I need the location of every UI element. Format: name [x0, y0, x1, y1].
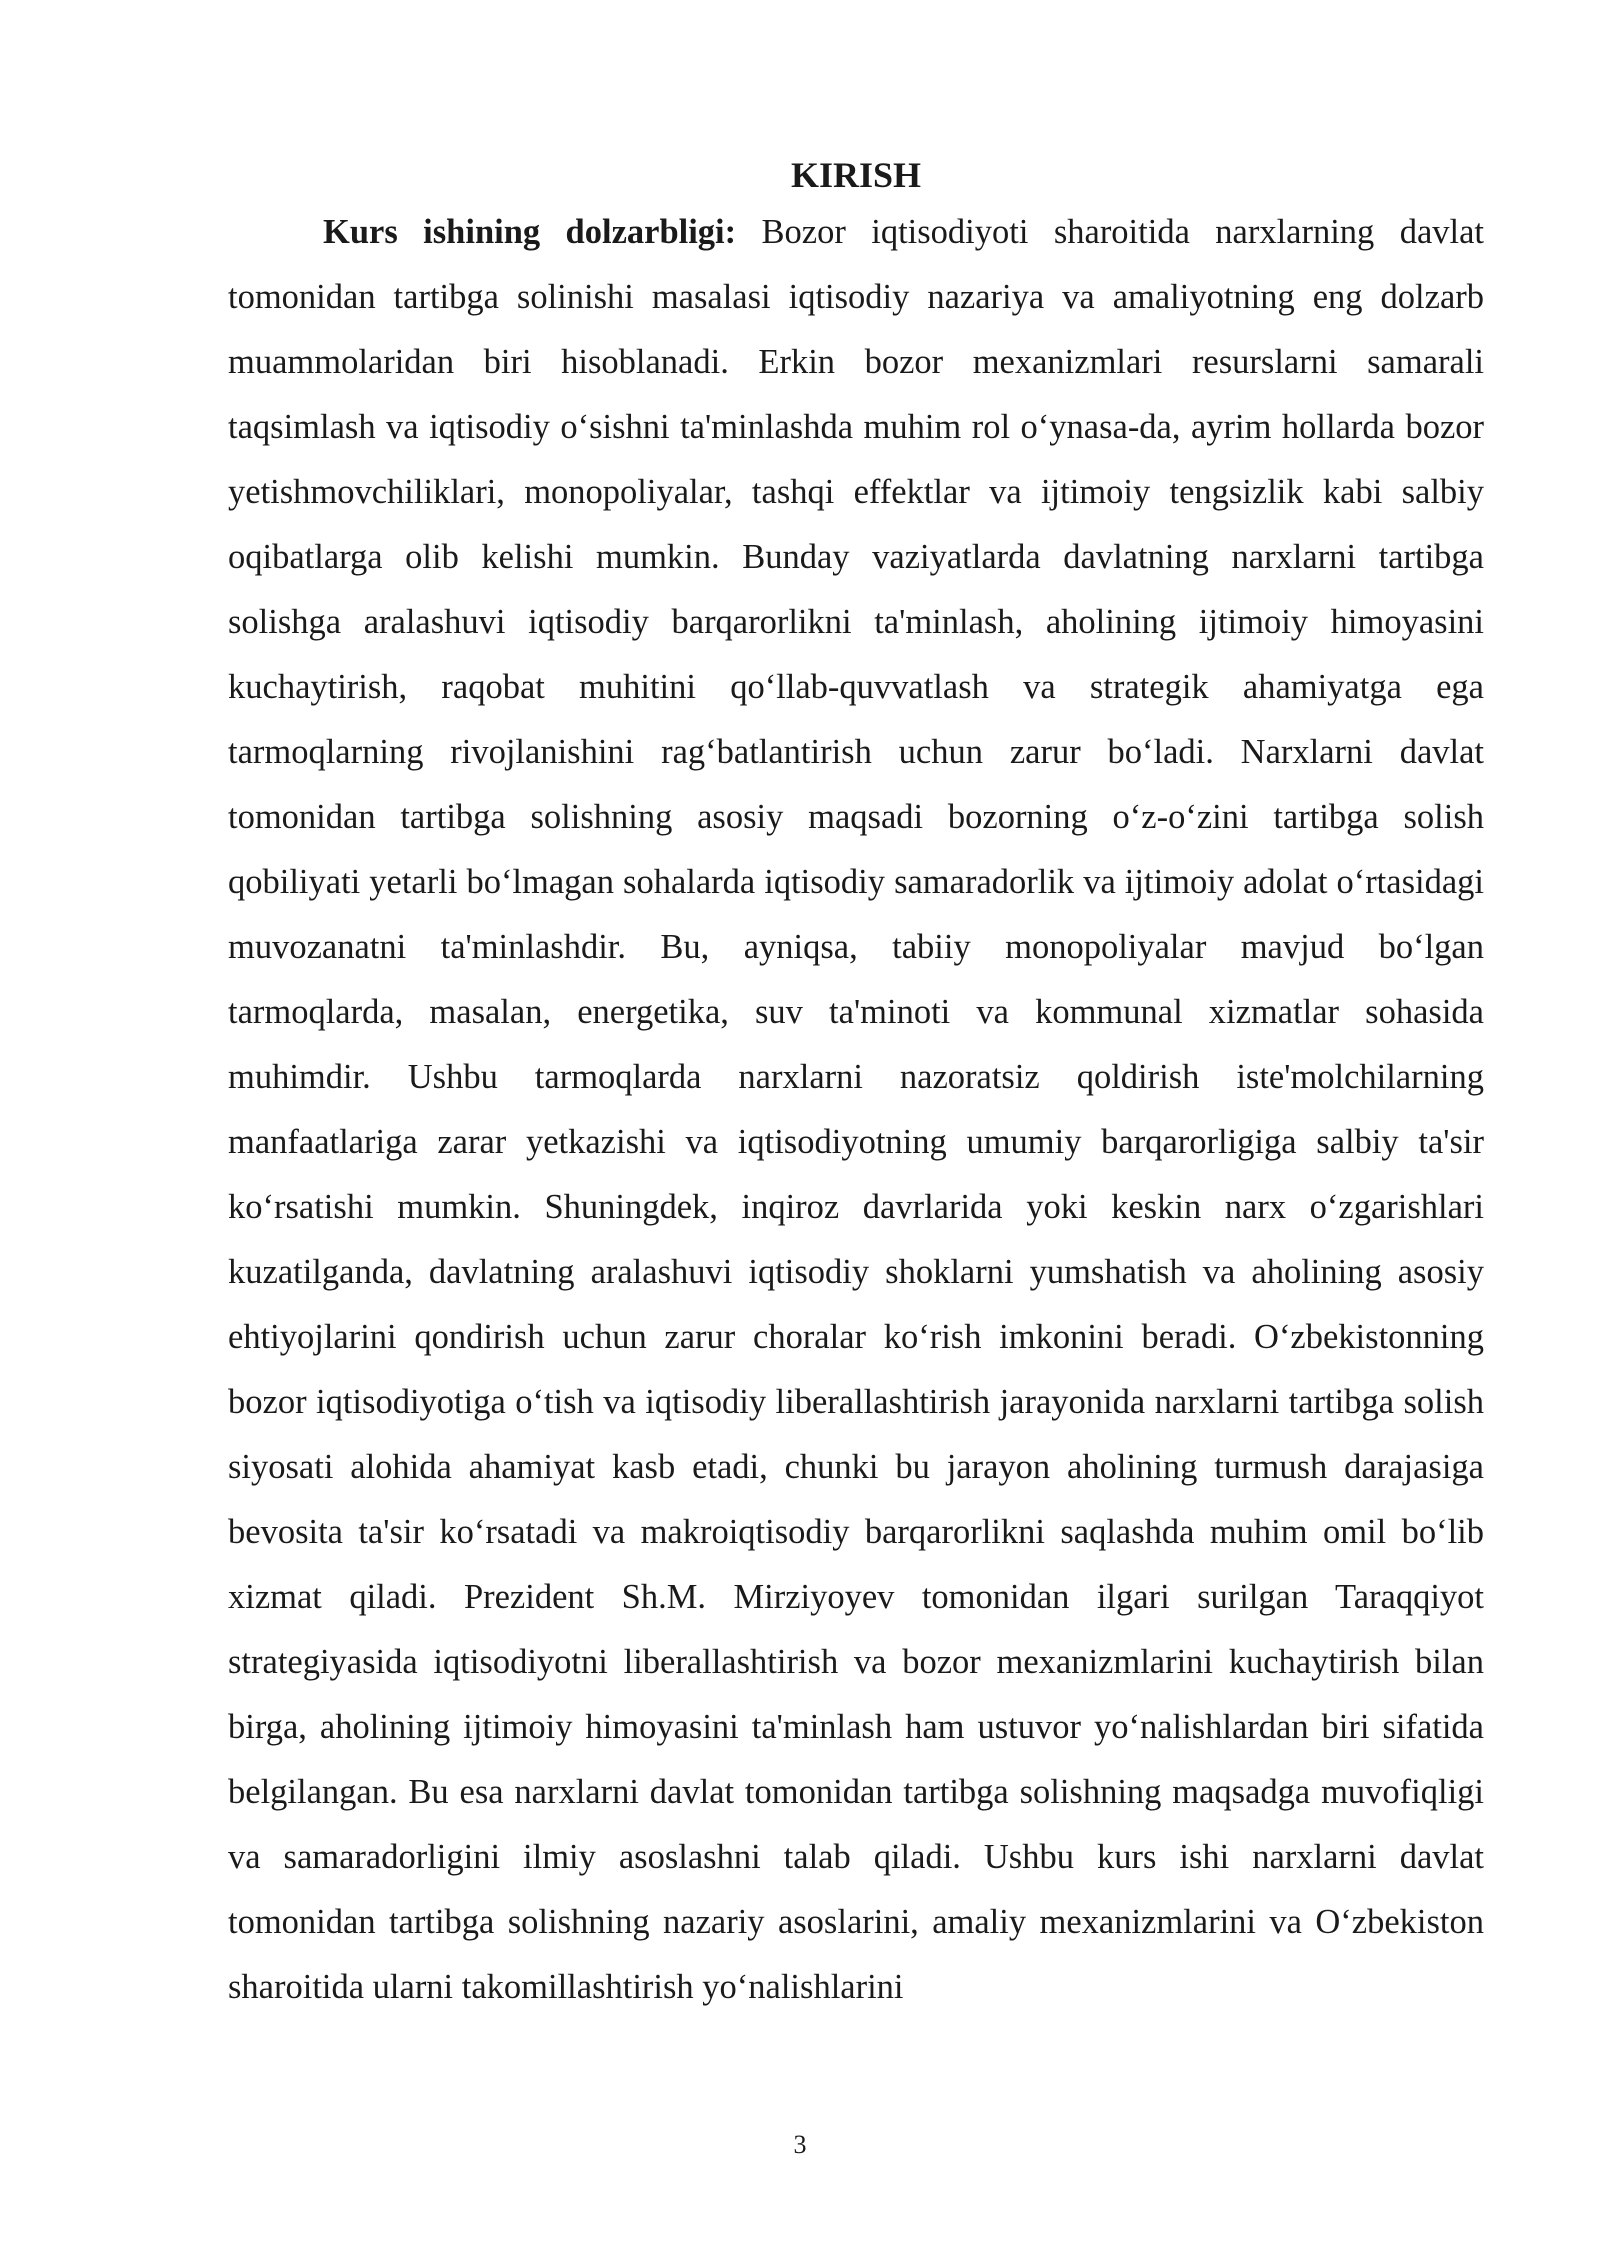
paragraph-text: Bozor iqtisodiyoti sharoitida narxlarning davlat tomonidan tartibga solinishi masalasi iqtisodiy nazariya va amaliyotning eng dolzarb muammolaridan biri hisoblanadi. Erkin bozor mexanizmlari resurslarni samarali taqsimlash va iqtisodiy o‘sishni ta'minlashda muhim rol o‘ynasa-da, ayrim hollarda bozor yetishmovchiliklari, monopoliyalar, tashqi effektlar va ijtimoiy tengsizlik kabi salbiy oqibatlarga olib kelishi mumkin. Bunday vaziyatlarda davlatning narxlarni tartibga solishga aralashuvi iqtisodiy barqarorlikni ta'minlash, aholining ijtimoiy himoyasini kuchaytirish, raqobat muhitini qo‘llab-quvvatlash va strategik ahamiyatga ega tarmoqlarning rivojlanishini rag‘batlantirish uchun zarur bo‘ladi. Narxlarni davlat tomonidan tartibga solishning asosiy maqsadi bozorning o‘z-o‘zini tartibga solish qobiliyati yetarli bo‘lmagan sohalarda iqtisodiy samaradorlik va ijtimoiy adolat o‘rtasidagi muvozanatni ta'minlashdir. Bu, ayniqsa, tabiiy monopoliyalar mavjud bo‘lgan tarmoqlarda, masalan, energetika, suv ta'minoti va kommunal xizmatlar sohasida muhimdir. Ushbu tarmoqlarda narxlarni nazoratsiz qoldirish iste'molchilarning manfaatlariga zarar yetkazishi va iqtisodiyotning umumiy barqarorligiga salbiy ta'sir ko‘rsatishi mumkin. Shuningdek, inqiroz davrlarida yoki keskin narx o‘zgarishlari kuzatilganda, davlatning aralashuvi iqtisodiy shoklarni yumshatish va aholining asosiy ehtiyojlarini qondirish uchun zarur choralar ko‘rish imkonini beradi. O‘zbekistonning bozor iqtisodiyotiga o‘tish va iqtisodiy liberallashtirish jarayonida narxlarni tartibga solish siyosati alohida ahamiyat kasb etadi, chunki bu jarayon aholining turmush darajasiga bevosita ta'sir ko‘rsatadi va makroiqtisodiy barqarorlikni saqlashda muhim omil bo‘lib xizmat qiladi. Prezident Sh.M. Mirziyoyev tomonidan ilgari surilgan Taraqqiyot strategiyasida iqtisodiyotni liberallashtirish va bozor mexanizmlarini kuchaytirish bilan birga, aholining ijtimoiy himoyasini ta'minlash ham ustuvor yo‘nalishlardan biri sifatida belgilangan. Bu esa narxlarni davlat tomonidan tartibga solishning maqsadga muvofiqligi va samaradorligini ilmiy asoslashni talab qiladi. Ushbu kurs ishi narxlarni davlat tomonidan tartibga solishning nazariy asoslarini, amaliy mexanizmlarini va O‘zbekiston sharoitida ularni takomillashtirish yo‘nalishlarini — [228, 213, 1484, 2006]
body-paragraph — [228, 200, 1484, 2020]
section-heading: KIRISH — [790, 155, 922, 195]
paragraph-lead: Kurs ishining dolzarbligi: — [323, 213, 737, 251]
page-number: 3 — [793, 2130, 807, 2159]
page-content — [228, 150, 1484, 2020]
